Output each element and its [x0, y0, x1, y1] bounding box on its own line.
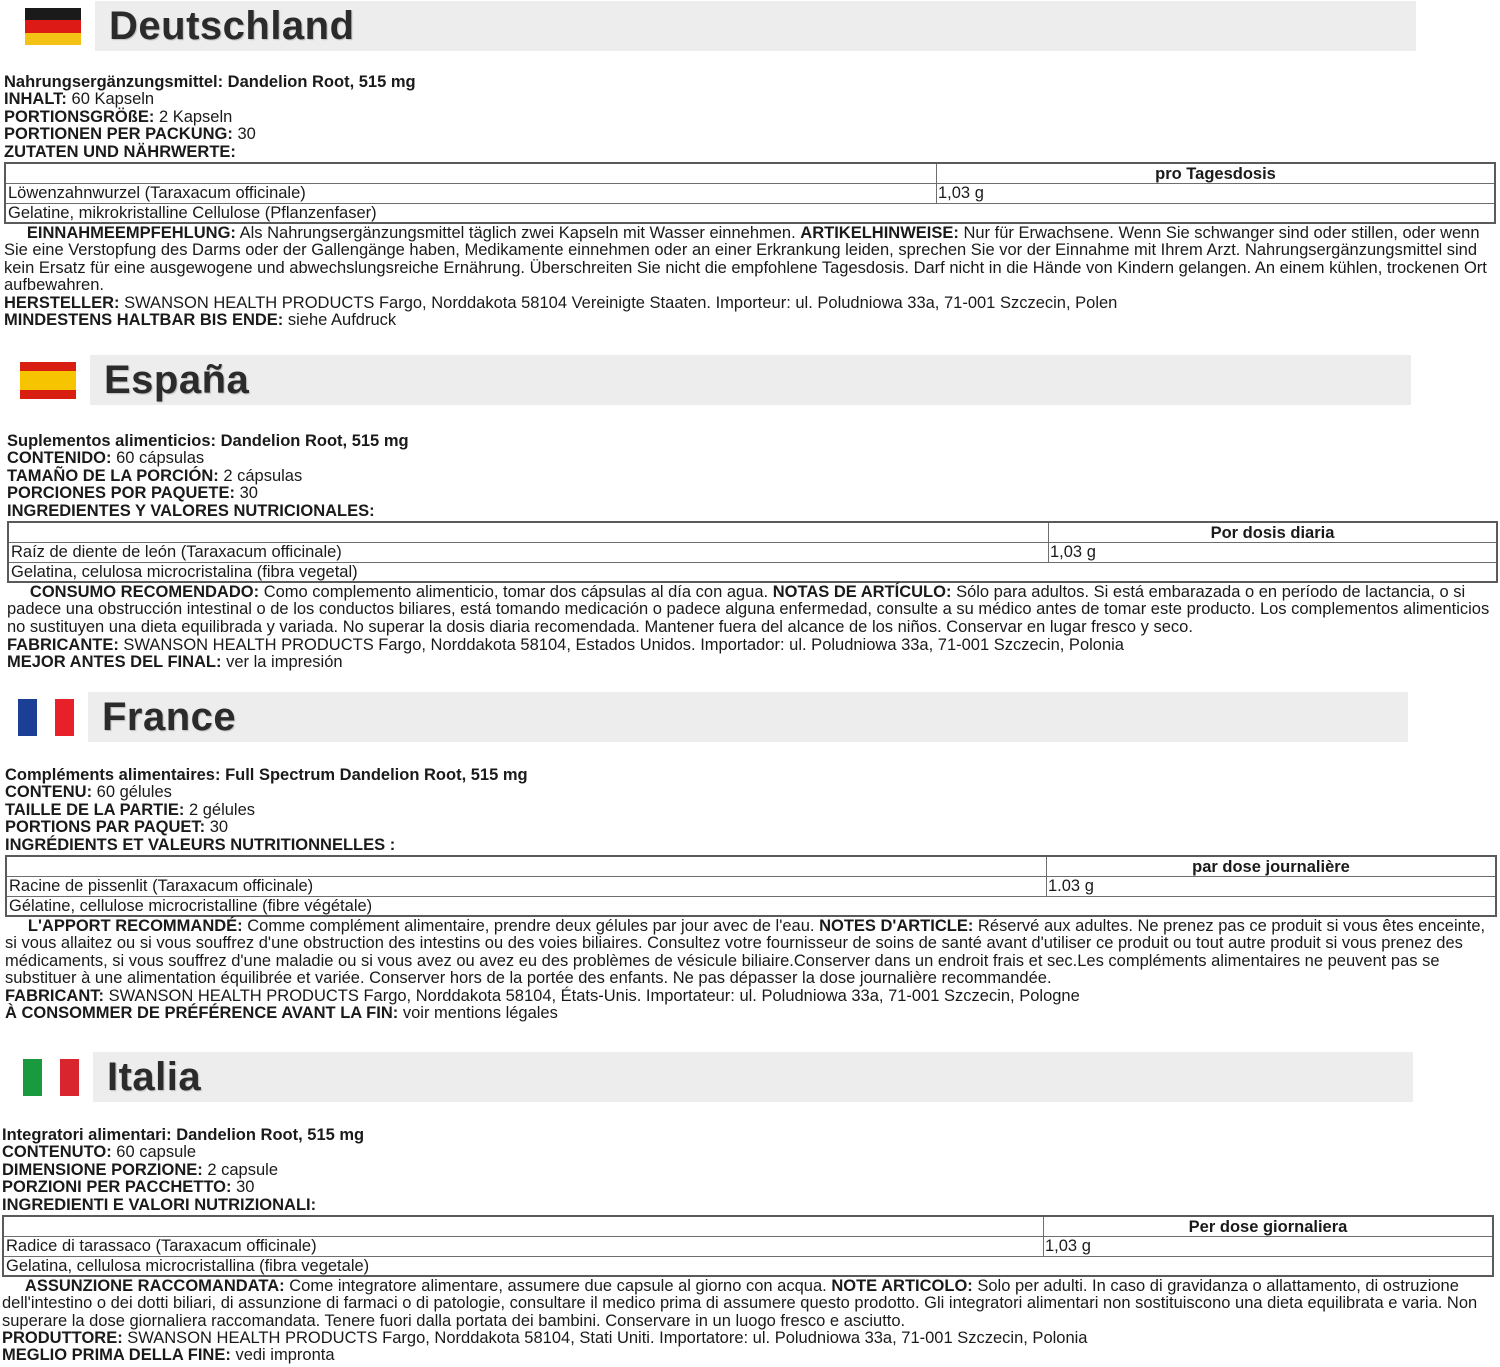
notes-label: NOTE ARTICOLO: [831, 1277, 973, 1295]
usage-paragraph [4, 225, 1496, 295]
other-ingredients: Gelatina, cellulosa microcristallina (fibra vegetale) [6, 1257, 370, 1275]
flag-stripe [25, 8, 81, 20]
flag-stripe [42, 1059, 61, 1096]
other-ingredients: Gélatine, cellulose microcristalline (fibre végétale) [9, 897, 373, 915]
notes-text: Réservé aux adultes. Ne prenez pas ce produit si vous êtes enceinte, si vous allaitez ou si vous souffrez d'une obstruction des intestins ou des voies biliaires. Consultez votre fournisseur de soins de santé avant d'utiliser ce produit ou tout autre produit si vous prenez des médicaments, si vous souffrez d'une maladie ou si vous avez ou avez eu des problèmes de vésicule biliaire.Conserver dans un endroit frais et sec.Les compléments alimentaires ne peuvent pas se substituer à une alimentation équilibrée et variée. Conserver hors de la portée des enfants. Ne pas dépasser la dose journalière recommandée. [5, 917, 1486, 988]
table-row [4, 1237, 1492, 1257]
best-before-line: MEGLIO PRIMA DELLA FINE: vedi impronta [2, 1346, 335, 1365]
serving-size-line: DIMENSIONE PORZIONE: 2 capsule [2, 1160, 278, 1179]
ingredients-heading: ZUTATEN UND NÄHRWERTE: [4, 142, 236, 161]
usage-paragraph [2, 1278, 1494, 1330]
notes-label: NOTAS DE ARTÍCULO: [772, 583, 952, 601]
ingredient-amount: 1,03 g [1043, 1237, 1492, 1256]
flag-stripe [20, 390, 76, 399]
other-ingredients: Gelatine, mikrokristalline Cellulose (Pflanzenfaser) [8, 204, 377, 222]
maker-line: FABRICANTE: SWANSON HEALTH PRODUCTS Fargo, Norddakota 58104, Estados Unidos. Importador: ul. Poludniowa 33a, 71-001 Szczecin, Polonia [7, 636, 1124, 654]
flag-stripe [55, 699, 74, 736]
flag-stripe [20, 371, 76, 390]
country-title: España [104, 358, 250, 402]
country-title: Italia [107, 1055, 202, 1099]
contents-line: CONTENU: 60 gélules [5, 783, 172, 802]
product-info [4, 74, 416, 161]
serving-size-line: TAMAÑO DE LA PORCIÓN: 2 cápsulas [7, 466, 303, 485]
table-header-row [9, 523, 1496, 543]
ingredient-amount: 1.03 g [1046, 877, 1495, 896]
maker-line: PRODUTTORE: SWANSON HEALTH PRODUCTS Fargo, Norddakota 58104, Stati Uniti. Importatore: ul. Poludniowa 33a, 71-001 Szczecin, Polonia [2, 1329, 1088, 1347]
ingredient-amount: 1,03 g [1048, 543, 1496, 562]
flag-stripe [25, 33, 81, 45]
usage-text: Como complemento alimenticio, tomar dos cápsulas al día con agua. [263, 583, 769, 601]
nutrition-table [2, 1215, 1494, 1277]
flag-stripe [60, 1059, 79, 1096]
servings-per-pack-line: PORTIONEN PER PACKUNG: 30 [4, 125, 256, 144]
table-row [6, 184, 1494, 204]
usage-label: CONSUMO RECOMENDADO: [29, 583, 260, 601]
product-label: Compléments alimentaires: Full Spectrum Dandelion Root, 515 mg [5, 766, 528, 784]
table-row [7, 897, 1495, 917]
flag-stripe [18, 699, 37, 736]
usage-label: L'APPORT RECOMMANDÉ: [27, 917, 243, 935]
italy-flag-icon [23, 1059, 79, 1096]
servings-per-pack-line: PORTIONS PAR PAQUET: 30 [5, 818, 229, 837]
table-row [9, 563, 1496, 583]
product-info [7, 433, 409, 520]
best-before-line: À CONSOMMER DE PRÉFÉRENCE AVANT LA FIN: voir mentions légales [5, 1004, 558, 1023]
servings-per-pack-line: PORCIONES POR PAQUETE: 30 [7, 484, 258, 503]
flag-stripe [25, 20, 81, 32]
table-row [6, 204, 1494, 224]
notes-label: ARTIKELHINWEISE: [800, 224, 959, 242]
france-flag-icon [18, 699, 74, 736]
notes-label: NOTES D'ARTICLE: [819, 917, 974, 935]
ingredient-amount: 1,03 g [936, 184, 1494, 203]
spain-flag-icon [20, 362, 76, 399]
usage-text: Als Nahrungsergänzungsmittel täglich zwei Kapseln mit Wasser einnehmen. [239, 224, 796, 242]
ingredients-heading: INGRÉDIENTS ET VALEURS NUTRITIONNELLES : [5, 835, 396, 854]
maker-info [7, 637, 1124, 672]
table-header-row [4, 1217, 1492, 1237]
country-title-bar [93, 1052, 1413, 1102]
ingredient-name: Raíz de diente de león (Taraxacum officinale) [11, 543, 342, 561]
maker-info [4, 295, 1117, 330]
product-label: Integratori alimentari: Dandelion Root, 515 mg [2, 1126, 365, 1144]
flag-stripe [37, 699, 56, 736]
maker-info [2, 1330, 1087, 1365]
nutrition-table [4, 162, 1496, 224]
product-label: Suplementos alimenticios: Dandelion Root, 515 mg [7, 432, 409, 450]
servings-per-pack-line: PORZIONI PER PACCHETTO: 30 [2, 1178, 255, 1197]
country-title-bar [95, 1, 1416, 51]
germany-flag-icon [25, 8, 81, 45]
notes-text: Sólo para adultos. Si está embarazada o en período de lactancia, o si padece una obstrucción intestinal o de los conductos biliares, está tomando medicación o padece alguna enfermedad, consulte a su médico antes de tomar este producto. Los complementos alimenticios no sustituyen una dieta equilibrada y variada. No superar la dosis diaria recomendada. Mantener fuera del alcance de los niños. Conservar en lugar fresco y seco. [7, 583, 1490, 636]
maker-line: FABRICANT: SWANSON HEALTH PRODUCTS Fargo, Norddakota 58104, États-Unis. Importateur: ul. Poludniowa 33a, 71-001 Szczecin, Pologne [5, 987, 1080, 1005]
product-info [2, 1127, 364, 1214]
ingredient-name: Radice di tarassaco (Taraxacum officinale) [6, 1237, 317, 1255]
table-row [4, 1257, 1492, 1277]
usage-label: ASSUNZIONE RACCOMANDATA: [24, 1277, 285, 1295]
serving-size-line: TAILLE DE LA PARTIE: 2 gélules [5, 800, 256, 819]
notes-text: Nur für Erwachsene. Wenn Sie schwanger sind oder stillen, oder wenn Sie eine Verstopfung des Darms oder der Gallengänge haben, Medikamente einnehmen oder an einer Erkrankung leiden, sprechen Sie vor der Einnahme mit Ihrem Arzt. Nahrungsergänzungsmittel sind kein Ersatz für eine ausgewogene und abwechslungsreiche Ernährung. Überschreiten Sie nicht die empfohlene Tagesdosis. Darf nicht in die Hände von Kindern gelangen. An einem kühlen, trockenen Ort aufbewahren. [4, 224, 1487, 295]
product-info [5, 767, 528, 854]
nutrition-table [5, 855, 1497, 917]
per-dose-header: Por dosis diaria [1048, 523, 1496, 542]
usage-paragraph [5, 918, 1494, 988]
maker-line: HERSTELLER: SWANSON HEALTH PRODUCTS Fargo, Norddakota 58104 Vereinigte Staaten. Importeur: ul. Poludniowa 33a, 71-001 Szczecin, Polen [4, 294, 1118, 312]
country-title-bar [88, 692, 1408, 742]
country-title-bar [90, 355, 1411, 405]
best-before-line: MEJOR ANTES DEL FINAL: ver la impresión [7, 653, 343, 672]
per-dose-header: Per dose giornaliera [1043, 1217, 1492, 1236]
flag-stripe [23, 1059, 42, 1096]
contents-line: INHALT: 60 Kapseln [4, 90, 155, 109]
country-title: Deutschland [109, 4, 355, 48]
usage-text: Comme complément alimentaire, prendre deux gélules par jour avec de l'eau. [247, 917, 815, 935]
ingredients-heading: INGREDIENTES Y VALORES NUTRICIONALES: [7, 501, 375, 520]
per-dose-header: pro Tagesdosis [936, 164, 1494, 183]
maker-info [5, 988, 1080, 1023]
flag-stripe [20, 362, 76, 371]
table-row [7, 877, 1495, 897]
ingredient-name: Racine de pissenlit (Taraxacum officinale) [9, 877, 314, 895]
contents-line: CONTENIDO: 60 cápsulas [7, 449, 205, 468]
best-before-line: MINDESTENS HALTBAR BIS ENDE: siehe Aufdruck [4, 311, 397, 330]
country-title: France [102, 695, 237, 739]
notes-text: Solo per adulti. In caso di gravidanza o allattamento, di ostruzione dell'intestino o dei dotti biliari, di assunzione di farmaci o di patologie, consultare il medico prima di assumere questo prodotto. Gli integratori alimentari non sostituiscono una dieta equilibrata e varia. Non superare la dose giornaliera raccomandata. Tenere fuori dalla portata dei bambini. Conservare in un luogo fresco e asciutto. [2, 1277, 1478, 1330]
table-header-row [7, 857, 1495, 877]
nutrition-table [7, 521, 1498, 583]
table-header-row [6, 164, 1494, 184]
serving-size-line: PORTIONSGRÖßE: 2 Kapseln [4, 107, 233, 126]
other-ingredients: Gelatina, celulosa microcristalina (fibra vegetal) [11, 563, 358, 581]
per-dose-header: par dose journalière [1046, 857, 1495, 876]
product-label: Nahrungsergänzungsmittel: Dandelion Root, 515 mg [4, 73, 416, 91]
ingredients-heading: INGREDIENTI E VALORI NUTRIZIONALI: [2, 1195, 317, 1214]
table-row [9, 543, 1496, 563]
usage-text: Come integratore alimentare, assumere due capsule al giorno con acqua. [289, 1277, 827, 1295]
contents-line: CONTENUTO: 60 capsule [2, 1143, 197, 1162]
ingredient-name: Löwenzahnwurzel (Taraxacum officinale) [8, 184, 306, 202]
usage-label: EINNAHMEEMPFEHLUNG: [26, 224, 236, 242]
usage-paragraph [7, 584, 1496, 636]
